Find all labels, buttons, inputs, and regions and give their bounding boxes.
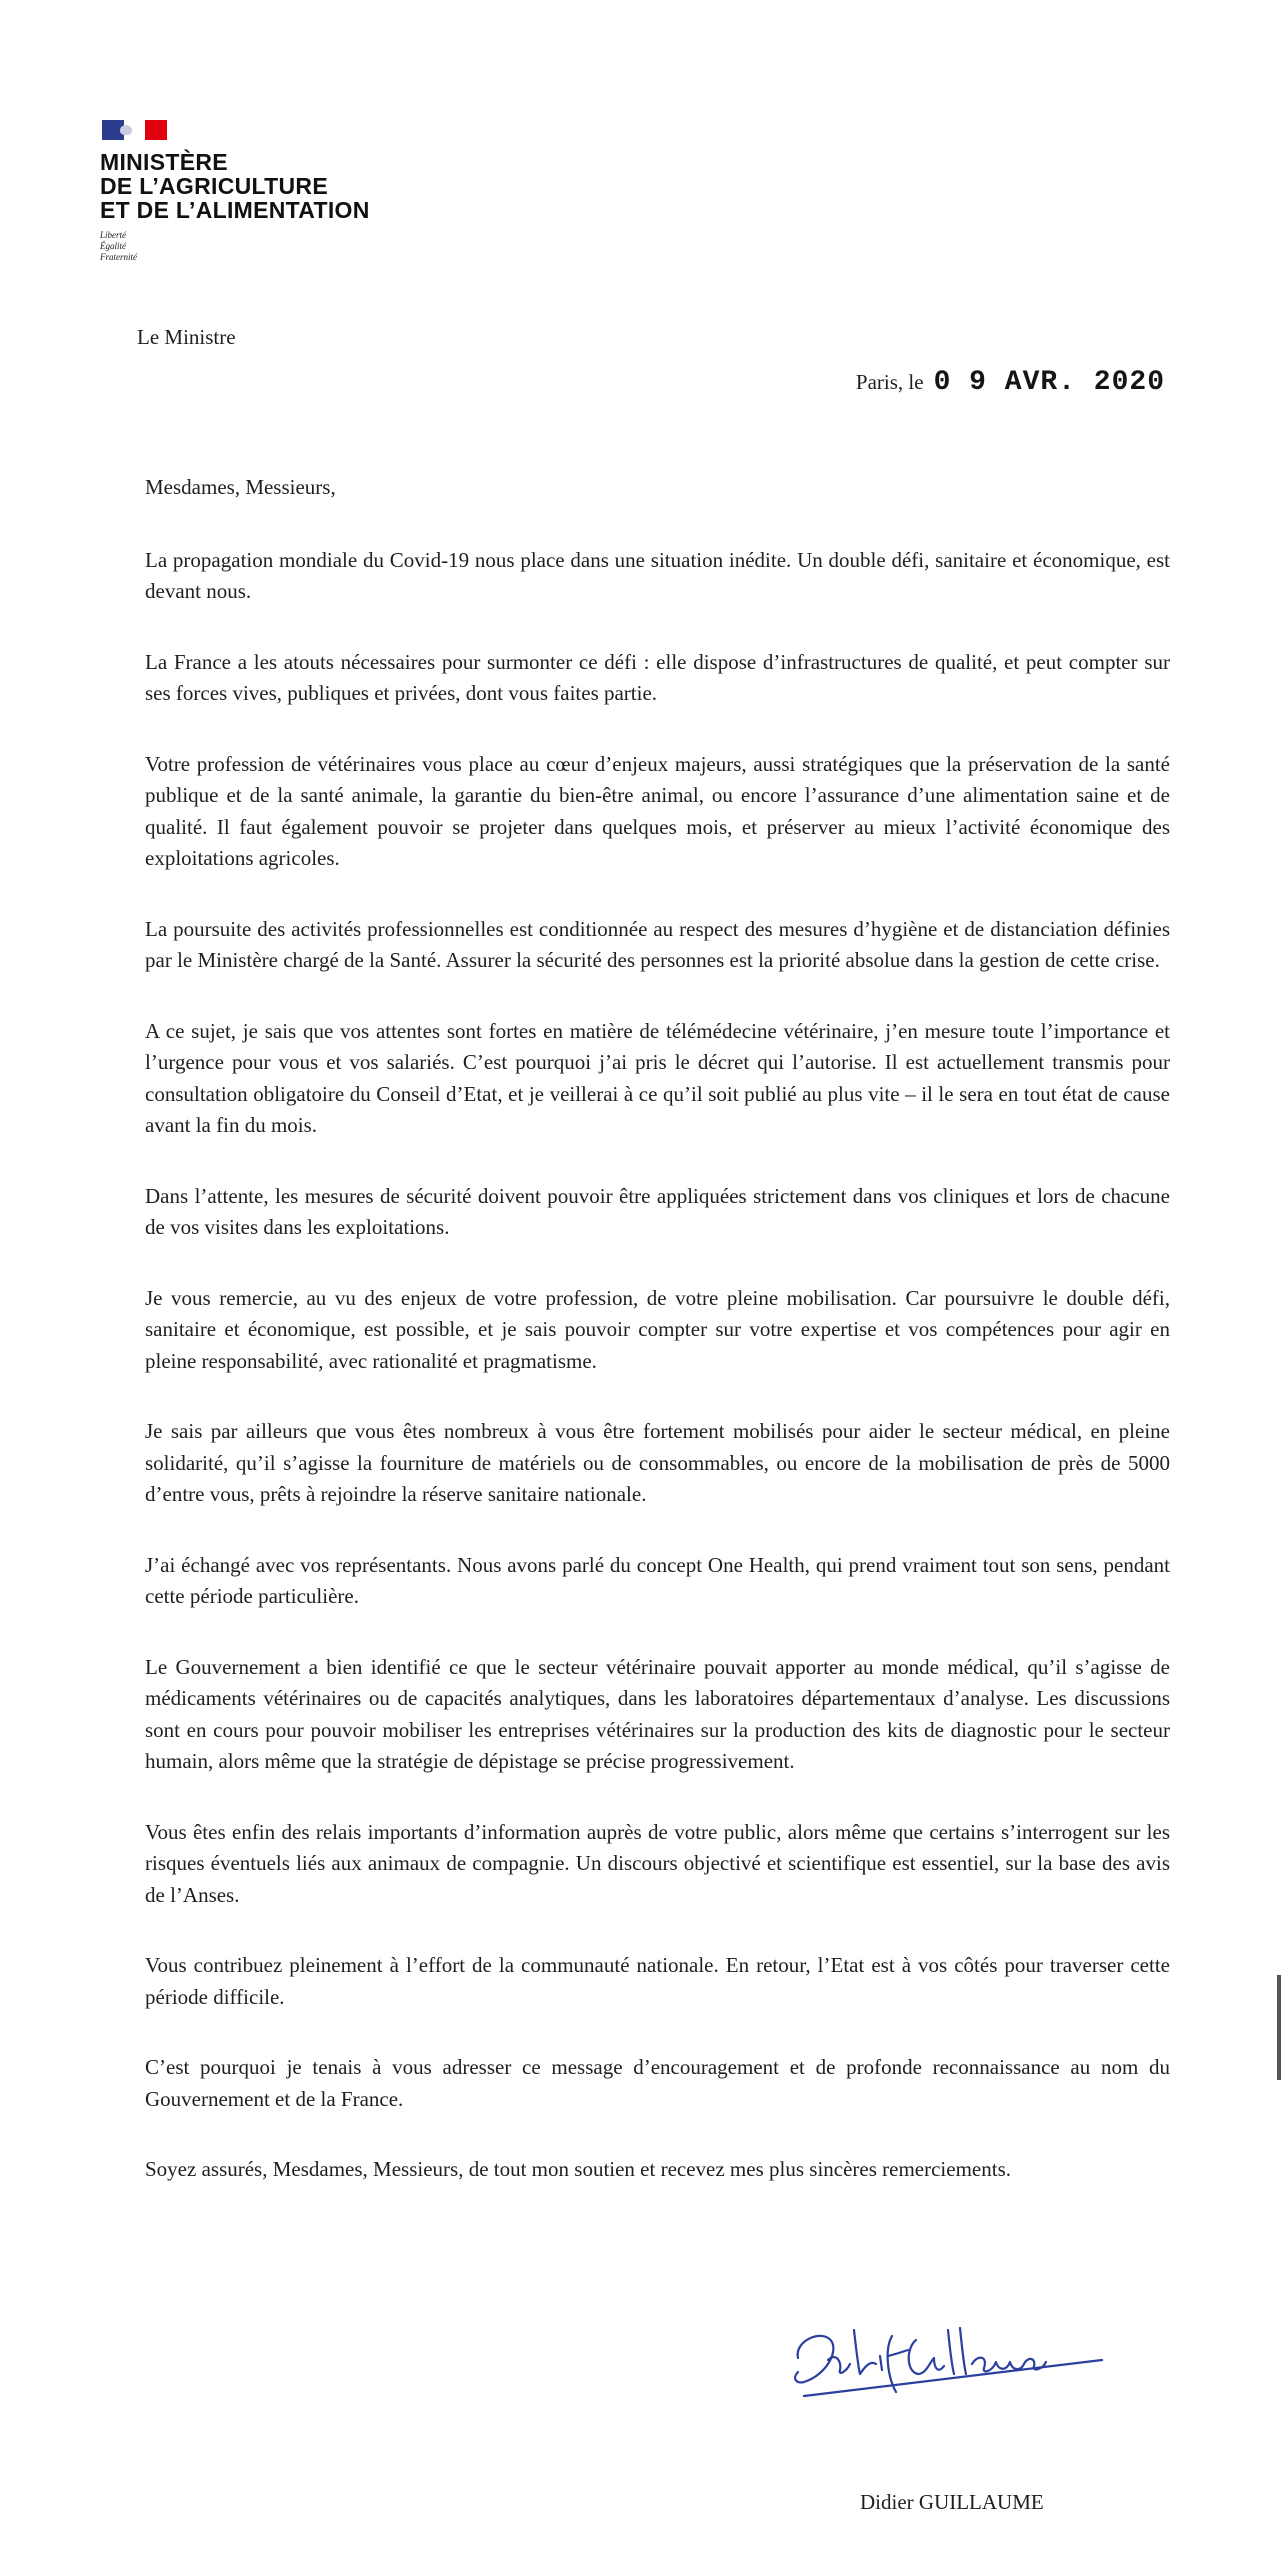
signature-stroke [948,2328,966,2374]
paragraph: Le Gouvernement a bien identifié ce que le secteur vétérinaire pouvait apporter au monde médical, qu’il s’agisse de médicaments vétérinaires ou de capacités analytiques, dans les laboratoires départementaux d’analyse. Les discussions sont en cours pour pouvoir mobiliser les entreprises vétérinaires sur la production des kits de diagnostic pour le secteur humain, alors même que la stratégie de dépistage se précise progressivement. [145,1654,1170,1773]
paragraph: Je vous remercie, au vu des enjeux de votre profession, de votre pleine mobilisation. Car poursuivre le double défi, sanitaire et économique, est possible, et je sais pouvoir compter sur votre expertise et vos compétences pour agir en pleine responsabilité, avec rationalité et pragmatisme. [145,1285,1170,1373]
signature-stroke [909,2340,944,2374]
paragraph: Je sais par ailleurs que vous êtes nombreux à vous être fortement mobilisés pour aider le secteur médical, en pleine solidarité, qu’il s’agisse la fourniture de matériels ou de consommables, ou encore de la mobilisation de près de 5000 d’entre vous, prêts à rejoindre la réserve sanitaire nationale. [145,1419,1170,1506]
motto-line: Fraternité [100,252,137,262]
ministry-line: DE L’AGRICULTURE [100,173,328,199]
paragraph: Vous êtes enfin des relais importants d’information auprès de votre public, alors même que certains s’interrogent sur les risques éventuels liés aux animaux de compagnie. Un discours objectivé et scientifique est essentiel, sur la base des avis de l’Anses. [145,1819,1170,1907]
signature-stroke [880,2356,882,2370]
paragraph: C’est pourquoi je tenais à vous adresser ce message d’encouragement et de profonde reconnaissance au nom du Gouvernement et de la France. [145,2055,1170,2111]
motto-line: Égalité [100,241,126,251]
motto-line: Liberté [100,230,126,240]
paragraph: Dans l’attente, les mesures de sécurité doivent pouvoir être appliquées strictement dans vos cliniques et lors de chacune de vos visites dans les exploitations. [145,1183,1170,1239]
ministry-logo [100,120,370,263]
letter-body [145,472,1170,2186]
signature-stroke [854,2330,876,2374]
signature-stroke [972,2358,1046,2372]
paragraph: La poursuite des activités professionnelles est conditionnée au respect des mesures d’hygiène et de distanciation définies par le Ministère chargé de la Santé. Assurer la sécurité des personnes est la priorité absolue dans la gestion de cette crise. [145,916,1170,972]
paragraph: J’ai échangé avec vos représentants. Nous avons parlé du concept One Health, qui prend vraiment tout son sens, pendant cette période particulière. [145,1552,1170,1608]
salutation: Mesdames, Messieurs, [145,475,336,499]
sender-title: Le Ministre [137,325,236,349]
ministry-line: MINISTÈRE [100,149,228,175]
paragraph: La propagation mondiale du Covid-19 nous place dans une situation inédite. Un double défi, sanitaire et économique, est devant nous. [145,547,1170,603]
paragraph: Soyez assurés, Mesdames, Messieurs, de tout mon soutien et recevez mes plus sincères remerciements. [145,2157,1012,2181]
republic-motto [100,230,370,263]
ministry-name [100,150,370,222]
scan-edge-mark [1277,1975,1281,2080]
ministry-line: ET DE L’ALIMENTATION [100,197,370,223]
signer-name: Didier GUILLAUME [860,2490,1044,2514]
paragraph: La France a les atouts nécessaires pour surmonter ce défi : elle dispose d’infrastructures de qualité, et peut compter sur ses forces vives, publiques et privées, dont vous faites partie. [145,649,1170,705]
date-place: Paris, le [855,370,924,394]
handwritten-signature [784,2300,1114,2410]
dateline [856,367,1165,398]
paragraph: Votre profession de vétérinaires vous place au cœur d’enjeux majeurs, aussi stratégiques que la préservation de la santé publique et de la santé animale, la garantie du bien-être animal, ou encore l’assurance d’une alimentation saine et de qualité. Il faut également pouvoir se projeter dans quelques mois, et préserver au mieux l’activité économique des exploitations agricoles. [145,751,1170,870]
date-stamp: 0 9 AVR. 2020 [933,367,1165,398]
french-flag-icon [102,120,167,140]
paragraph: Vous contribuez pleinement à l’effort de la communauté nationale. En retour, l’Etat est à vos côtés pour traverser cette période difficile. [145,1953,1170,2009]
paragraph: A ce sujet, je sais que vos attentes sont fortes en matière de télémédecine vétérinaire, j’en mesure toute l’importance et l’urgence pour vous et vos salariés. C’est pourquoi j’ai pris le décret qui l’autorise. Il est actuellement transmis pour consultation obligatoire du Conseil d’Etat, et je veillerai à ce qu’il soit publié au plus vite – il le sera en tout état de cause avant la fin du mois. [145,1018,1170,1137]
